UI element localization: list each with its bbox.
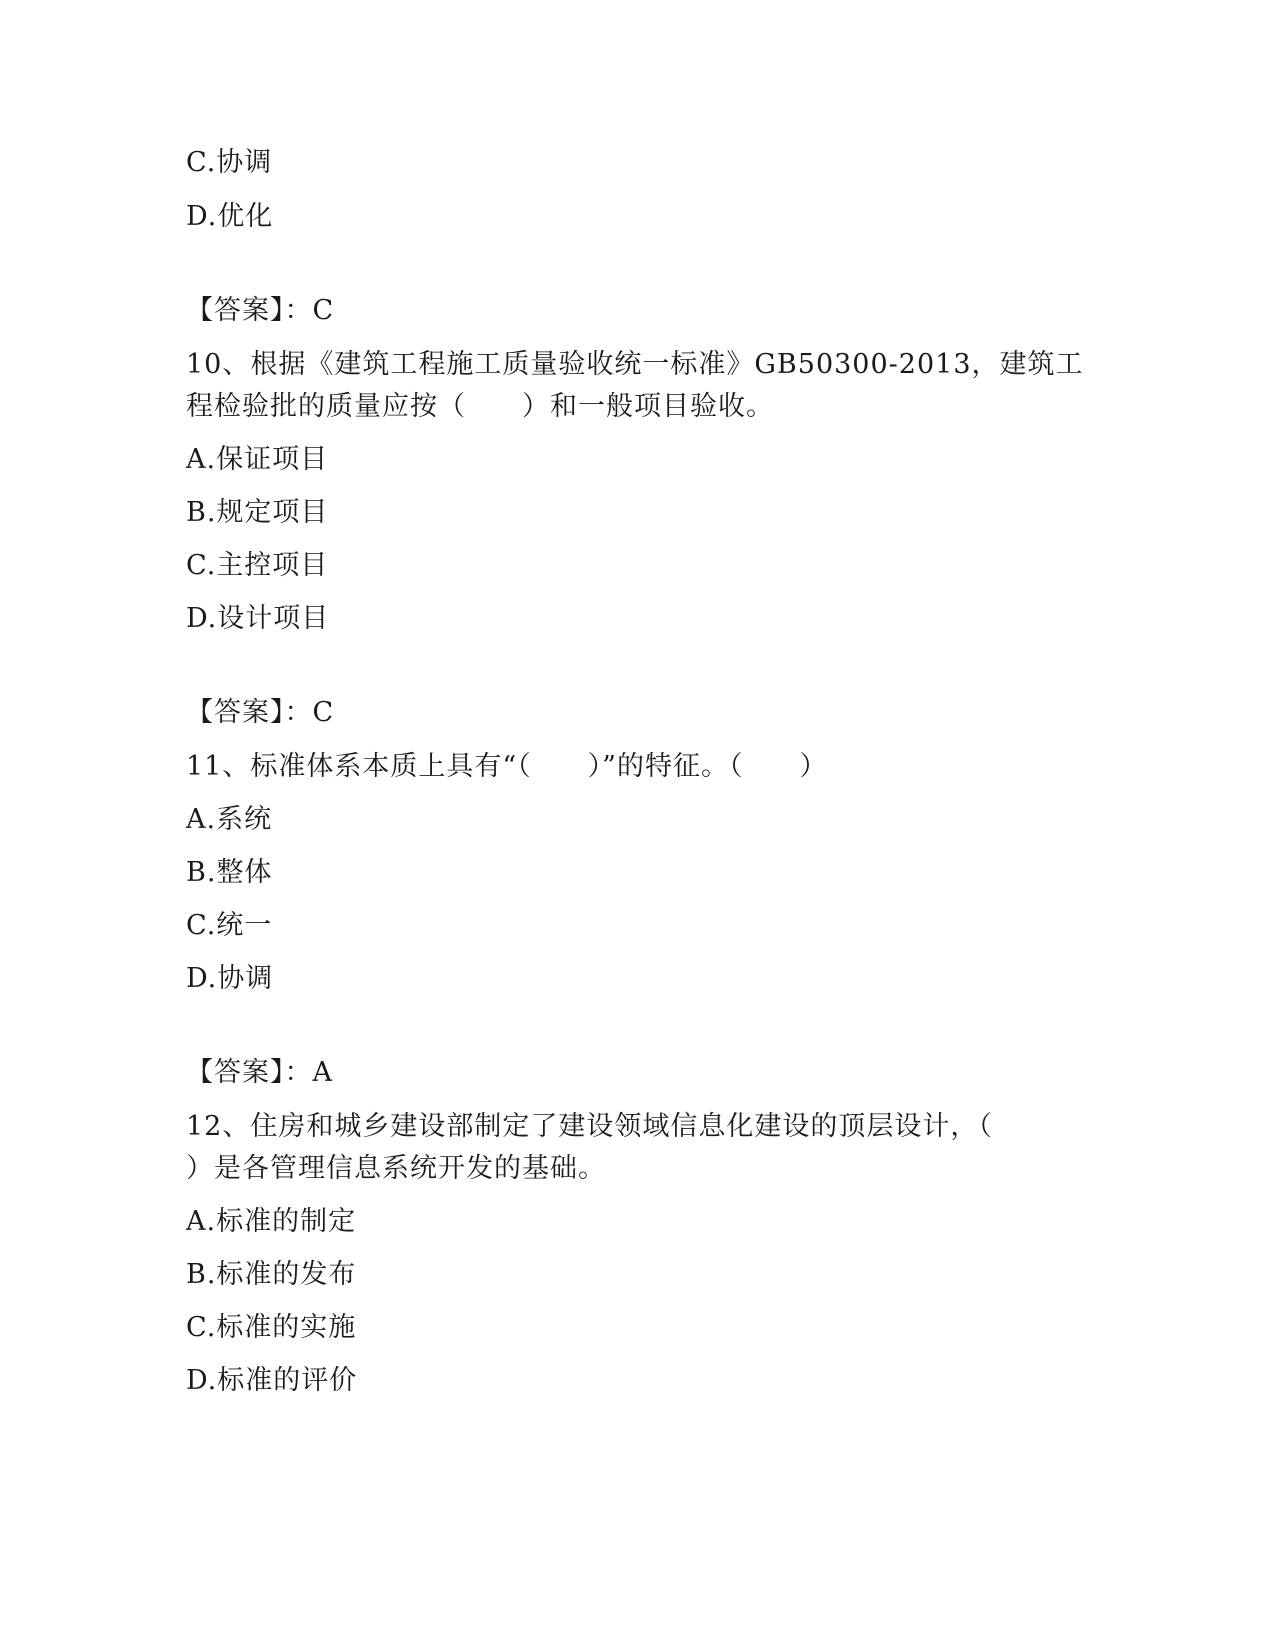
question-11-option-d: D.协调 [186,963,274,994]
question-10-option-d: D.设计项目 [186,603,330,634]
question-11-answer [186,1056,333,1090]
answer-value: C [312,697,335,728]
answer-label: 【答案】： [186,1057,313,1088]
option-c: C.协调 [186,147,273,178]
question-10-option-b: B.规定项目 [186,497,329,528]
question-10-stem-line2: 程检验批的质量应按（ ）和一般项目验收。 [186,391,774,422]
answer-label: 【答案】： [186,295,313,326]
question-11-option-b: B.整体 [186,857,273,888]
question-11-option-c: C.统一 [186,910,273,941]
question-11-option-a: A.系统 [186,804,273,835]
answer-value: C [312,295,335,326]
option-d: D.优化 [186,201,274,232]
question-10-answer [186,696,334,730]
question-10-stem-line1: 10、根据《建筑工程施工质量验收统一标准》GB50300-2013，建筑工 [186,349,1084,380]
question-12-option-a: A.标准的制定 [186,1206,357,1237]
question-12-option-c: C.标准的实施 [186,1312,357,1343]
answer-value: A [312,1057,333,1088]
question-12-stem-line1: 12、住房和城乡建设部制定了建设领域信息化建设的顶层设计，（ [186,1111,993,1142]
question-12-stem-line2: ）是各管理信息系统开发的基础。 [186,1153,606,1184]
answer-label: 【答案】： [186,697,313,728]
question-10-option-a: A.保证项目 [186,444,329,475]
question-11-stem: 11、标准体系本质上具有“（ ）”的特征。（ ） [186,751,828,782]
answer-line [186,294,334,328]
question-12-option-d: D.标准的评价 [186,1365,358,1396]
question-12-option-b: B.标准的发布 [186,1259,357,1290]
question-10-option-c: C.主控项目 [186,550,329,581]
